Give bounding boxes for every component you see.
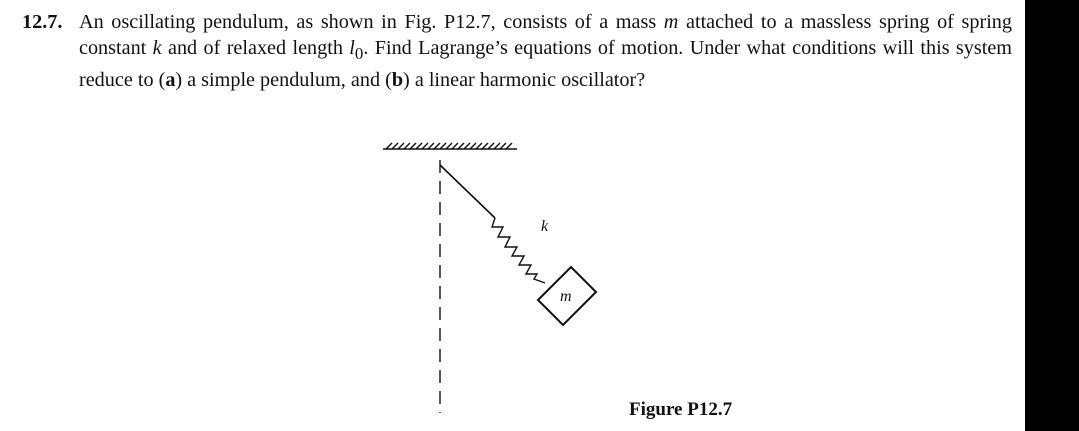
part-a-label: a (165, 69, 176, 92)
text-segment: . Find Lagrange’s equations of motion. Under what conditions will this system reduce to ( (79, 37, 1013, 92)
spring-constant-symbol: k (152, 37, 162, 59)
right-edge-bar (1025, 0, 1079, 431)
text-segment: attached to a massless spring of spring constant (79, 11, 1012, 59)
text-segment: and of relaxed length (161, 37, 350, 59)
problem-number: 12.7. (22, 11, 63, 33)
text-segment: ) a linear harmonic oscillator? (403, 69, 646, 92)
figure-caption: Figure P12.7 (629, 399, 733, 420)
length-subscript: 0 (354, 44, 364, 64)
text-segment: ) a simple pendulum, and ( (175, 69, 392, 92)
spring (492, 218, 545, 283)
part-b-label: b (391, 69, 404, 92)
mass-symbol: m (663, 11, 679, 33)
spring-label: k (541, 218, 549, 235)
text-segment: An oscillating pendulum, as shown in Fig. P12.7, consists of a mass (79, 11, 664, 33)
length-symbol: l (349, 37, 355, 59)
mass-label: m (560, 288, 572, 305)
ceiling-support (383, 143, 517, 149)
pendulum-rod (440, 165, 495, 218)
